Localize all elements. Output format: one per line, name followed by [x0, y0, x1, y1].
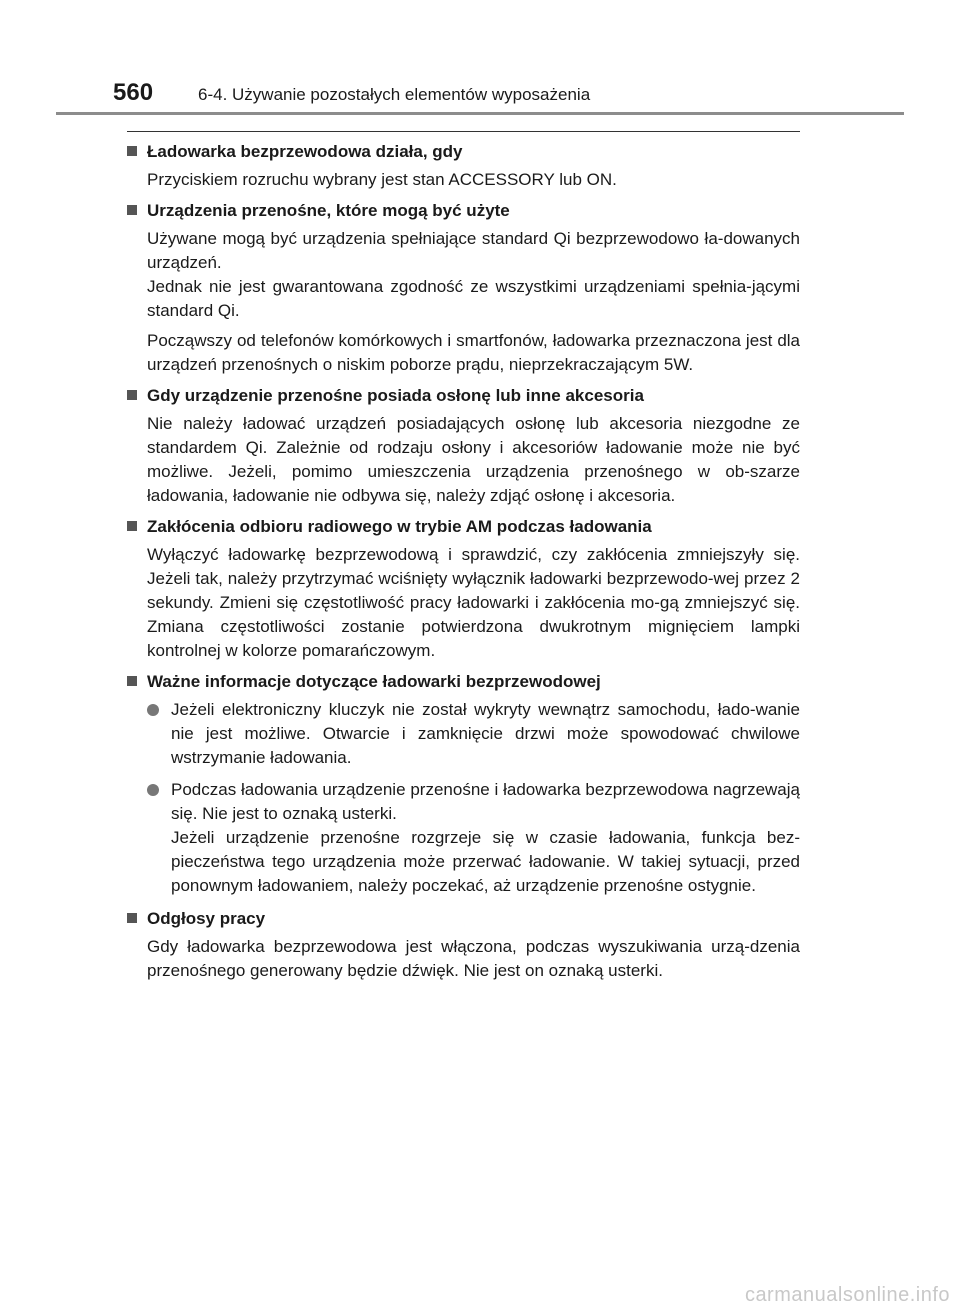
square-bullet-icon — [127, 146, 137, 156]
page-number: 560 — [113, 79, 154, 106]
section-cover-accessories — [127, 383, 800, 508]
section-heading-text: Zakłócenia odbioru radiowego w trybie AM podczas ładowania — [147, 517, 652, 536]
section-am-interference — [127, 514, 800, 663]
section-title: 6-4. Używanie pozostałych elementów wyposażenia — [198, 85, 591, 104]
section-heading-text: Ważne informacje dotyczące ładowarki bezprzewodowej — [147, 672, 601, 691]
section-heading — [127, 139, 800, 164]
paragraph: Jednak nie jest gwarantowana zgodność ze wszystkimi urządzeniami spełnia-jącymi standard Qi. — [147, 277, 800, 320]
paragraph: Nie należy ładować urządzeń posiadających osłonę lub akcesoria niezgodne ze standardem Qi. Zależnie od rodzaju osłony i akcesoriów ładowanie może nie być możliwe. Jeżeli, pomimo umieszczenia urządzenia przenośnego w ob-szarze ładowania, ładowanie nie odbywa się, należy zdjąć osłonę i akcesoria. — [147, 414, 800, 505]
list-item-text: Jeżeli elektroniczny kluczyk nie został wykryty wewnątrz samochodu, łado-wanie nie jest możliwe. Otwarcie i zamknięcie drzwi może spowodować chwilowe wstrzymanie ładowania. — [171, 700, 800, 767]
section-heading-text: Urządzenia przenośne, które mogą być użyte — [147, 201, 510, 220]
paragraph: Wyłączyć ładowarkę bezprzewodową i sprawdzić, czy zakłócenia zmniejszyły się. Jeżeli tak, należy przytrzymać wciśnięty wyłącznik ładowarki bezprzewodo-wej przez 2 sekundy. Zmieni się częstotliwość pracy ładowarki i zakłócenia mo-gą zmniejszyć się. Zmiana częstotliwości zostanie potwierdzona dwukrotnym mignięciem lampki kontrolnej w kolorze pomarańczowym. — [147, 545, 800, 660]
section-heading-text: Odgłosy pracy — [147, 909, 266, 928]
section-heading — [127, 906, 800, 931]
page-header — [0, 0, 960, 118]
paragraph: Używane mogą być urządzenia spełniające standard Qi bezprzewodowo ła-dowanych urządzeń. — [147, 229, 800, 272]
paragraph: Przyciskiem rozruchu wybrany jest stan ACCESSORY lub ON. — [147, 170, 617, 189]
paragraph: Począwszy od telefonów komórkowych i smartfonów, ładowarka przeznaczona jest dla urządzeń przenośnych o niskim poborze prądu, nieprzekraczającym 5W. — [147, 331, 800, 374]
list-item-text-continued: Jeżeli urządzenie przenośne rozgrzeje się w czasie ładowania, funkcja bez-pieczeństwa tego urządzenia może przerwać ładowanie. W takiej sytuacji, przed ponownym ładowaniem, należy poczekać, aż urządzenie przenośne ostygnie. — [171, 828, 800, 895]
header-divider — [56, 112, 904, 115]
square-bullet-icon — [127, 390, 137, 400]
section-heading — [127, 383, 800, 408]
list-item — [147, 698, 800, 770]
section-heading — [127, 514, 800, 539]
square-bullet-icon — [127, 205, 137, 215]
square-bullet-icon — [127, 521, 137, 531]
section-heading — [127, 198, 800, 223]
section-operating-sounds — [127, 906, 800, 983]
content-divider — [127, 131, 800, 132]
list-item — [147, 778, 800, 898]
section-compatible-devices — [127, 198, 800, 377]
list-item-text: Podczas ładowania urządzenie przenośne i ładowarka bezprzewodowa nagrzewają się. Nie jest to oznaką usterki. — [171, 780, 800, 823]
section-heading-text: Gdy urządzenie przenośne posiada osłonę lub inne akcesoria — [147, 386, 644, 405]
page-content — [127, 139, 800, 989]
round-bullet-icon — [147, 784, 159, 796]
section-charger-active — [127, 139, 800, 192]
section-important-info — [127, 669, 800, 898]
watermark: carmanualsonline.info — [744, 1284, 950, 1306]
section-heading — [127, 669, 800, 694]
square-bullet-icon — [127, 676, 137, 686]
paragraph: Gdy ładowarka bezprzewodowa jest włączona, podczas wyszukiwania urzą-dzenia przenośnego generowany będzie dźwięk. Nie jest on oznaką usterki. — [147, 937, 800, 980]
round-bullet-icon — [147, 704, 159, 716]
square-bullet-icon — [127, 913, 137, 923]
section-heading-text: Ładowarka bezprzewodowa działa, gdy — [147, 142, 463, 161]
